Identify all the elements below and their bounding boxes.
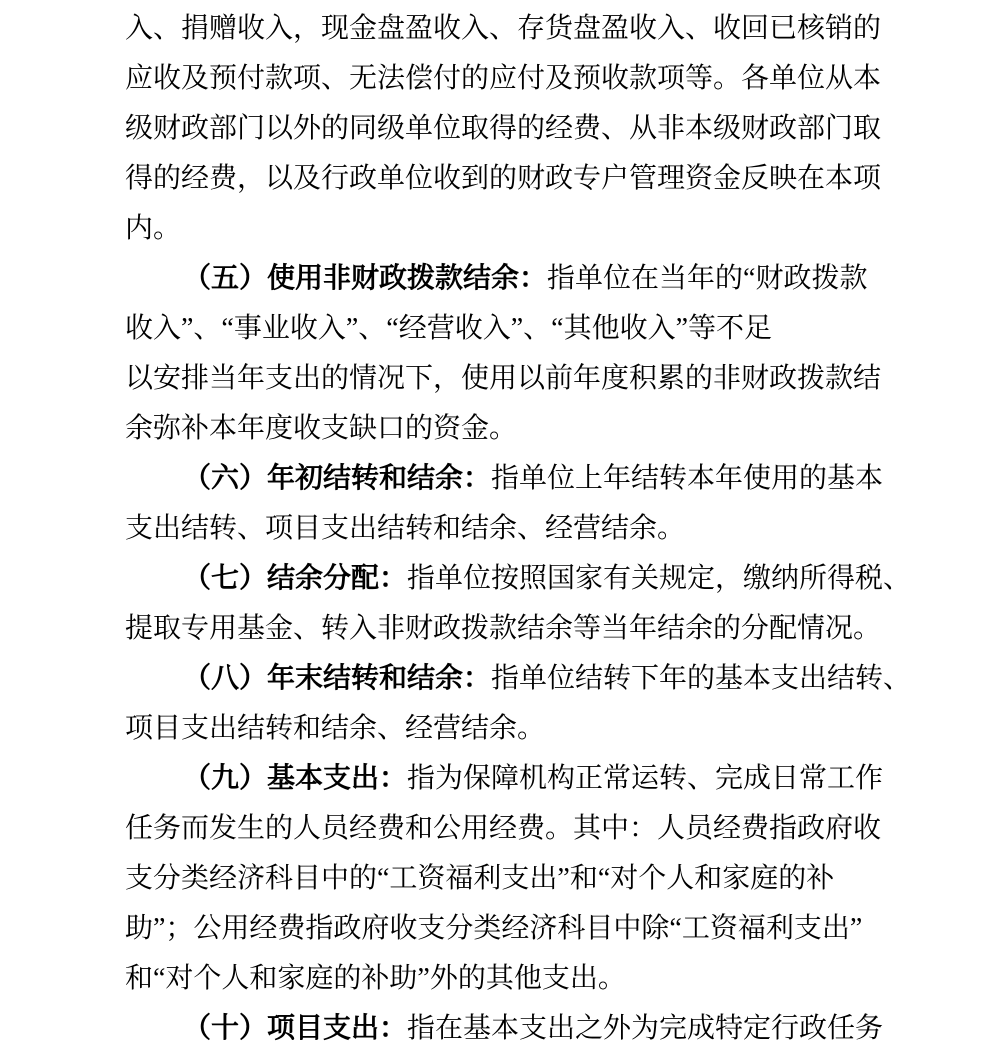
- text-line: [125, 854, 887, 904]
- text-line: [125, 554, 912, 604]
- document-text-block: [125, 4, 912, 1041]
- paragraph-lead: （八）年末结转和结余：: [183, 663, 492, 694]
- line-text: 指在基本支出之外为完成特定行政任务: [407, 1013, 884, 1041]
- line-text: 应收及预付款项、无法偿付的应付及预收款项等。各单位从本: [125, 63, 882, 94]
- line-text: 得的经费，以及行政单位收到的财政专户管理资金反映在本项: [125, 163, 882, 194]
- text-line: [125, 404, 887, 454]
- line-text: 和“对个人和家庭的补助”外的其他支出。: [125, 963, 626, 994]
- text-line: [125, 704, 887, 754]
- text-line: [125, 504, 887, 554]
- text-line: [125, 954, 887, 1004]
- paragraph-lead: （七）结余分配：: [183, 563, 408, 594]
- line-text: 指单位结转下年的基本支出结转、: [491, 663, 912, 694]
- text-line: [125, 654, 912, 704]
- text-line: [125, 754, 887, 804]
- line-text: 级财政部门以外的同级单位取得的经费、从非本级财政部门取: [125, 113, 882, 144]
- paragraph-lead: （十）项目支出：: [183, 1013, 408, 1041]
- line-text: 项目支出结转和结余、经营结余。: [125, 713, 546, 744]
- text-line: [125, 454, 887, 504]
- text-line: [125, 1004, 887, 1041]
- line-text: 余弥补本年度收支缺口的资金。: [125, 413, 518, 444]
- line-text: 指单位按照国家有关规定，缴纳所得税、: [407, 563, 912, 594]
- paragraph-lead: （六）年初结转和结余：: [183, 463, 492, 494]
- line-text: 指为保障机构正常运转、完成日常工作: [407, 763, 884, 794]
- text-line: [125, 804, 887, 854]
- line-text: 收入”、“事业收入”、“经营收入”、“其他收入”等不足: [125, 313, 772, 344]
- text-line: [125, 54, 887, 104]
- text-line: [125, 354, 887, 404]
- line-text: 指单位在当年的“财政拨款: [547, 263, 868, 294]
- text-line: [125, 104, 887, 154]
- text-line: [125, 604, 887, 654]
- line-text: 任务而发生的人员经费和公用经费。其中：人员经费指政府收: [125, 813, 882, 844]
- text-line: [125, 154, 887, 204]
- text-line: [125, 254, 887, 304]
- line-text: 内。: [125, 213, 182, 244]
- line-text: 支分类经济科目中的“工资福利支出”和“对个人和家庭的补: [125, 863, 835, 894]
- line-text: 支出结转、项目支出结转和结余、经营结余。: [125, 513, 686, 544]
- text-line: [125, 204, 887, 254]
- paragraph-lead: （五）使用非财政拨款结余：: [183, 263, 548, 294]
- text-line: [125, 304, 887, 354]
- line-text: 以安排当年支出的情况下，使用以前年度积累的非财政拨款结: [125, 363, 882, 394]
- text-line: [125, 4, 887, 54]
- paragraph-lead: （九）基本支出：: [183, 763, 408, 794]
- text-line: [125, 904, 887, 954]
- line-text: 助”；公用经费指政府收支分类经济科目中除“工资福利支出”: [125, 913, 863, 944]
- line-text: 提取专用基金、转入非财政拨款结余等当年结余的分配情况。: [125, 613, 882, 644]
- line-text: 指单位上年结转本年使用的基本: [491, 463, 884, 494]
- line-text: 入、捐赠收入，现金盘盈收入、存货盘盈收入、收回已核销的: [125, 13, 882, 44]
